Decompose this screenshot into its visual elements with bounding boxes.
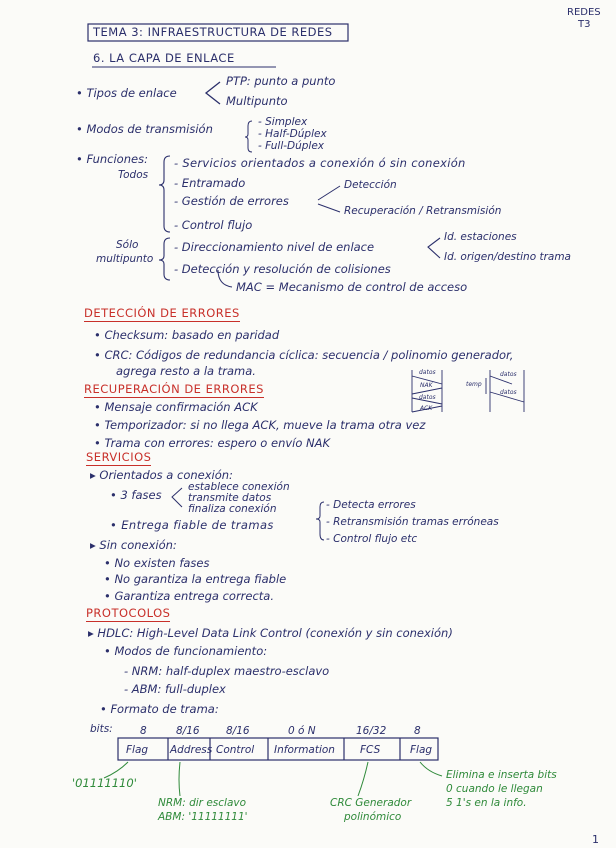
enlace-bracket [206, 82, 220, 104]
funcion-6: - Detección y resolución de colisiones [174, 262, 391, 276]
recuperacion-line1: • Mensaje confirmación ACK [94, 400, 258, 414]
frame-note-arrows [104, 762, 442, 796]
page-title: TEMA 3: INFRAESTRUCTURA DE REDES [93, 25, 333, 39]
diagram-nak: NAK [420, 382, 433, 389]
servicios-entrega: • Entrega fiable de tramas [110, 518, 274, 532]
protocolos-abm: - ABM: full-duplex [124, 682, 226, 696]
enlace-opt1: PTP: punto a punto [226, 74, 336, 88]
note-stuffing-line2: 0 cuando le llegan [446, 783, 543, 795]
note-fcs-line2: polinómico [344, 811, 402, 823]
protocolos-modos: • Modos de funcionamiento: [104, 644, 268, 658]
gestion-arrow-down [318, 204, 340, 212]
servicios-sin-3: • Garantiza entrega correcta. [104, 589, 275, 603]
funciones-label: • Funciones: [76, 152, 148, 166]
corner-tag-line1: REDES [567, 7, 601, 18]
enlace-opt2: Multipunto [226, 94, 288, 108]
frame-field-fcs: FCS [360, 744, 381, 756]
funcion-1: - Servicios orientados a conexión ó sin conexión [174, 156, 466, 170]
diagram-datos-2: datos [419, 394, 436, 401]
diagram-t-datos-2: datos [500, 389, 517, 396]
transmision-opt3: - Full-Dúplex [258, 140, 325, 152]
note-flag-pattern: '01111110' [72, 776, 137, 790]
servicios-entrega-2: - Retransmisión tramas erróneas [326, 516, 499, 528]
deteccion-line1: • Checksum: basado en paridad [94, 328, 280, 342]
multipunto-brace [159, 238, 170, 280]
diagram-datos-1: datos [419, 369, 436, 376]
funcion-5: - Direccionamiento nivel de enlace [174, 240, 375, 254]
frame-size-flag-end: 8 [414, 725, 421, 737]
page-number: 1 [592, 833, 599, 846]
note-fcs-line1: CRC Generador [330, 797, 412, 809]
transmision-label: • Modos de transmisión [76, 122, 213, 136]
recuperacion-heading: RECUPERACIÓN DE ERRORES [84, 382, 264, 396]
funcion-4: - Control flujo [174, 218, 253, 232]
protocolos-heading: PROTOCOLOS [86, 606, 171, 620]
funcion-2: - Entramado [174, 176, 246, 190]
protocolos-nrm: - NRM: half-duplex maestro-esclavo [124, 664, 330, 678]
servicios-fases: • 3 fases [110, 488, 162, 502]
deteccion-heading: DETECCIÓN DE ERRORES [84, 306, 240, 320]
funcion-3: - Gestión de errores [174, 194, 289, 208]
servicios-heading: SERVICIOS [86, 450, 152, 464]
servicios-sin-1: • No existen fases [104, 556, 210, 570]
funcion-3b: Recuperación / Retransmisión [344, 205, 502, 217]
deteccion-line3: agrega resto a la trama. [116, 364, 256, 378]
fases-bracket [172, 488, 182, 507]
frame-field-control: Control [216, 744, 255, 756]
gestion-arrow-up [318, 186, 340, 200]
frame-size-info: 0 ó N [288, 725, 316, 737]
transmision-opt2: - Half-Dúplex [258, 128, 327, 140]
frame-field-flag: Flag [126, 744, 149, 756]
servicios-orientados: ▸ Orientados a conexión: [90, 468, 233, 482]
funcion-3a: Detección [344, 179, 397, 191]
recuperacion-line2: • Temporizador: si no llega ACK, mueve la trama otra vez [94, 418, 426, 432]
note-address-abm: ABM: '11111111' [158, 811, 248, 823]
note-stuffing-line3: 5 1's en la info. [446, 797, 527, 809]
frame-size-fcs: 16/32 [356, 725, 387, 737]
funcion-5b: Id. origen/destino trama [444, 251, 571, 263]
servicios-fase2: transmite datos [188, 492, 272, 504]
note-address-nrm: NRM: dir esclavo [158, 797, 247, 809]
servicios-fase3: finaliza conexión [188, 503, 277, 515]
protocolos-hdlc: ▸ HDLC: High-Level Data Link Control (conexión y sin conexión) [88, 626, 453, 640]
frame-field-information: Information [274, 744, 335, 756]
servicios-entrega-3: - Control flujo etc [326, 533, 418, 545]
servicios-fase1: establece conexión [188, 481, 290, 493]
diagram-ack: ACK [420, 405, 433, 412]
recuperacion-line3: • Trama con errores: espero o envío NAK [94, 436, 331, 450]
section-title: 6. LA CAPA DE ENLACE [93, 51, 235, 65]
servicios-entrega-1: - Detecta errores [326, 499, 416, 511]
direccionamiento-bracket [428, 238, 440, 258]
frame-size-address: 8/16 [176, 725, 200, 737]
funciones-solo: Sólo [116, 239, 139, 251]
frame-field-flag-end: Flag [410, 744, 433, 756]
transmision-brace [245, 121, 252, 152]
funcion-mac: MAC = Mecanismo de control de acceso [236, 280, 468, 294]
funcion-5a: Id. estaciones [444, 231, 517, 243]
servicios-sin-2: • No garantiza la entrega fiable [104, 572, 287, 586]
funciones-todos: Todos [118, 169, 149, 181]
frame-bits-label: bits: [90, 723, 113, 735]
frame-size-flag: 8 [140, 725, 147, 737]
transmision-opt1: - Simplex [258, 116, 308, 128]
deteccion-line2: • CRC: Códigos de redundancia cíclica: secuencia / polinomio generador, [94, 348, 514, 362]
frame-size-control: 8/16 [226, 725, 250, 737]
frame-field-address: Address [170, 744, 213, 756]
servicios-sin: ▸ Sin conexión: [90, 538, 177, 552]
diagram-t-datos-1: datos [500, 371, 517, 378]
todos-brace [159, 156, 170, 232]
protocolos-formato: • Formato de trama: [100, 702, 219, 716]
entrega-brace [316, 502, 324, 540]
corner-tag-line2: T3 [578, 19, 591, 30]
funciones-multipunto: multipunto [96, 253, 154, 265]
note-stuffing-line1: Elimina e inserta bits [446, 769, 557, 781]
diagram-temp: temp [466, 381, 482, 388]
enlace-label: • Tipos de enlace [76, 86, 177, 100]
